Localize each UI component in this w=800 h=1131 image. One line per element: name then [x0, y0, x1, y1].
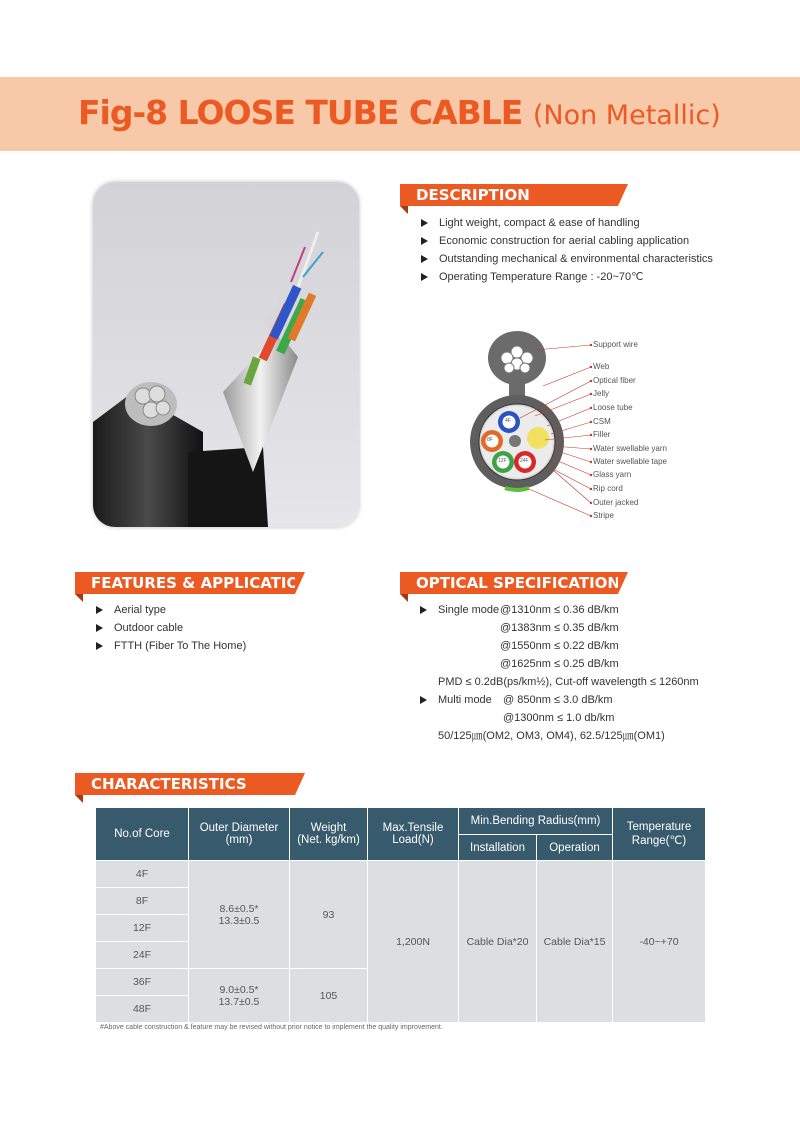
tube-label: 12F: [498, 458, 507, 464]
header-temperature: Temperature Range(℃): [613, 808, 706, 861]
header-weight: Weight (Net. kg/km): [290, 808, 368, 861]
header-operation: Operation: [537, 835, 613, 861]
list-item: Outstanding mechanical & environmental characteristics: [418, 250, 713, 268]
characteristics-table: [95, 807, 706, 1023]
features-list: [93, 601, 246, 655]
page-title: [78, 93, 721, 132]
multi-mode-label: Multi mode: [438, 694, 492, 706]
diagram-label: Filler: [593, 430, 611, 439]
diagram-label: Support wire: [593, 340, 638, 349]
list-item: Light weight, compact & ease of handling: [418, 214, 713, 232]
temperature-cell: -40~+70: [613, 861, 706, 1023]
title-main: Fig-8 LOOSE TUBE CABLE: [78, 93, 523, 132]
footnote: #Above cable construction & feature may be revised without prior notice to implement the quality improvement.: [100, 1024, 443, 1031]
title-subtitle: (Non Metallic): [532, 100, 721, 131]
multi-mode-note: 50/125㎛(OM2, OM3, OM4), 62.5/125㎛(OM1): [438, 730, 665, 742]
tube-label: 4F: [505, 418, 511, 424]
core-cell: 8F: [96, 888, 189, 915]
list-item: FTTH (Fiber To The Home): [93, 637, 246, 655]
diagram-label: Glass yarn: [593, 470, 632, 479]
diagram-label: Jelly: [593, 389, 610, 398]
diagram-label: Rip cord: [593, 484, 623, 493]
header-installation: Installation: [459, 835, 537, 861]
diagram-label: Water swellable yarn: [593, 444, 667, 453]
diagram-label: Stripe: [593, 511, 614, 520]
bullet-icon: [420, 696, 427, 704]
operation-cell: Cable Dia*15: [537, 861, 613, 1023]
weight-cell: 105: [290, 969, 368, 1023]
spec-row: @ 850nm ≤ 3.0 dB/km: [503, 694, 613, 706]
weight-cell: 93: [290, 861, 368, 969]
list-item: Economic construction for aerial cabling application: [418, 232, 713, 250]
installation-cell: Cable Dia*20: [459, 861, 537, 1023]
characteristics-heading: CHARACTERISTICS: [75, 773, 295, 795]
description-list: [418, 214, 713, 286]
core-cell: 36F: [96, 969, 189, 996]
description-heading: DESCRIPTION: [400, 184, 618, 206]
tube-label: 8F: [487, 437, 493, 443]
diameter-cell: 8.6±0.5* 13.3±0.5: [189, 861, 290, 969]
header-diameter: Outer Diameter (mm): [189, 808, 290, 861]
header-tensile: Max.Tensile Load(N): [368, 808, 459, 861]
diagram-label: Optical fiber: [593, 376, 636, 385]
list-item: Outdoor cable: [93, 619, 246, 637]
tensile-cell: 1,200N: [368, 861, 459, 1023]
pmd-row: PMD ≤ 0.2dB(ps/km½), Cut-off wavelength ≤ 1260nm: [438, 676, 699, 688]
diameter-cell: 9.0±0.5* 13.7±0.5: [189, 969, 290, 1023]
bullet-icon: [420, 606, 427, 614]
core-cell: 4F: [96, 861, 189, 888]
spec-row: @1383nm ≤ 0.35 dB/km: [500, 622, 619, 634]
header-bending: Min.Bending Radius(mm): [459, 808, 613, 835]
header-core: No.of Core: [96, 808, 189, 861]
spec-row: @1300nm ≤ 1.0 db/km: [503, 712, 615, 724]
cable-photo: [93, 182, 359, 527]
core-cell: 48F: [96, 996, 189, 1023]
single-mode-label: Single mode: [438, 604, 500, 616]
diagram-label: CSM: [593, 417, 611, 426]
spec-row: @1550nm ≤ 0.22 dB/km: [500, 640, 619, 652]
diagram-label: Loose tube: [593, 403, 633, 412]
diagram-label: Water swellable tape: [593, 457, 667, 466]
core-cell: 12F: [96, 915, 189, 942]
diagram-label: Outer jacked: [593, 498, 639, 507]
features-heading: FEATURES & APPLICATIONS: [75, 572, 295, 594]
tube-label: 24F: [520, 458, 529, 464]
cross-section-diagram: [465, 330, 665, 530]
optical-heading: OPTICAL SPECIFICATIONS: [400, 572, 618, 594]
list-item: Operating Temperature Range : -20~70℃: [418, 268, 713, 286]
list-item: Aerial type: [93, 601, 246, 619]
diagram-label: Web: [593, 362, 610, 371]
spec-row: @1310nm ≤ 0.36 dB/km: [500, 604, 619, 616]
core-cell: 24F: [96, 942, 189, 969]
spec-row: @1625nm ≤ 0.25 dB/km: [500, 658, 619, 670]
